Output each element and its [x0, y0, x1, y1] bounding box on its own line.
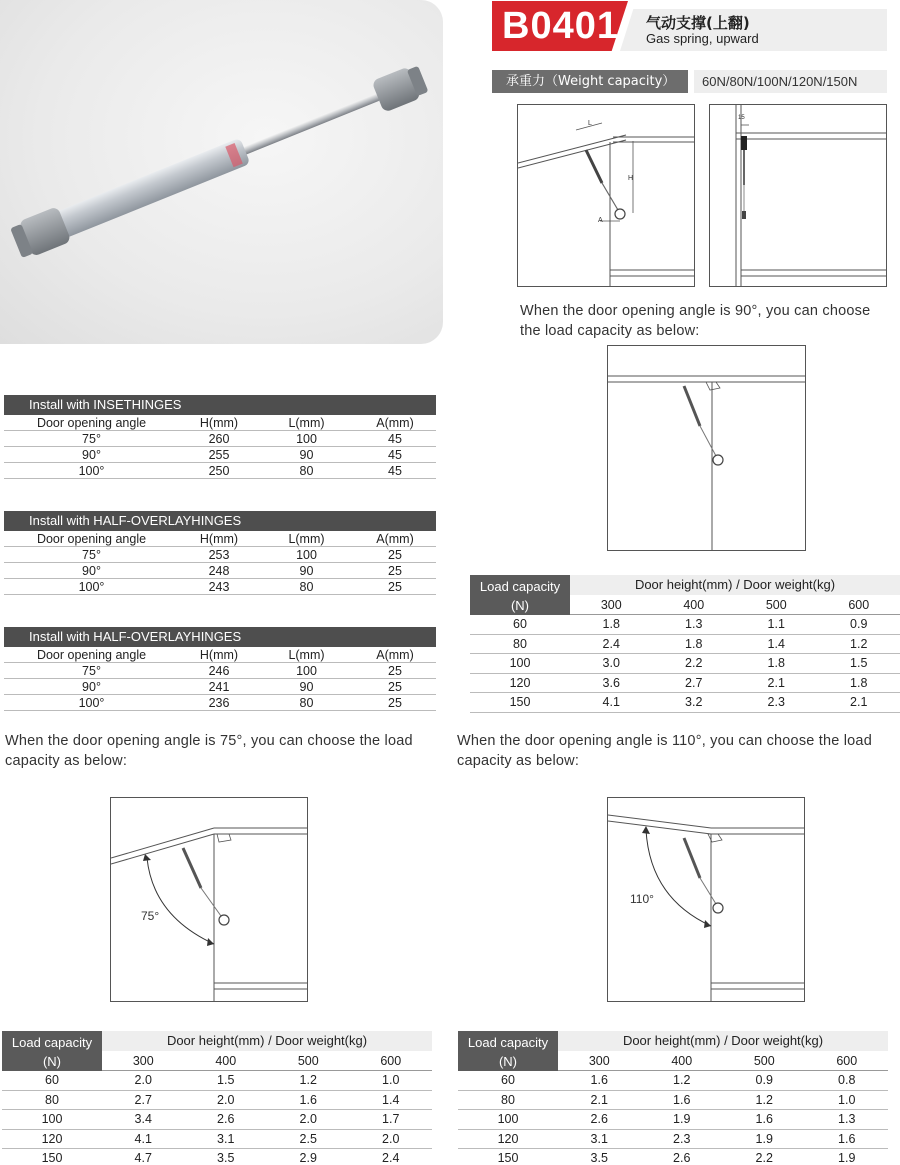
- table-cell: 100: [296, 664, 317, 678]
- weight-capacity-label: 承重力（Weight capacity）: [492, 70, 688, 93]
- weight-cell: 2.0: [134, 1073, 152, 1087]
- table-cell: 25: [388, 580, 402, 594]
- weight-cell: 4.7: [134, 1151, 152, 1165]
- weight-cell: 2.4: [602, 636, 620, 651]
- weight-cell: 1.2: [299, 1073, 317, 1087]
- caption-110: When the door opening angle is 110°, you can choose the load capacity as below:: [457, 733, 872, 769]
- load-table-75: [2, 1031, 432, 1165]
- weight-cell: 2.0: [299, 1112, 317, 1126]
- weight-cell: 2.2: [755, 1151, 773, 1165]
- door-height-weight-title: Door height(mm) / Door weight(kg): [570, 575, 900, 595]
- load-value: 60: [513, 617, 527, 631]
- table-row: [4, 563, 436, 579]
- table-row: [458, 1130, 888, 1150]
- drawing-dimensions: [517, 104, 695, 287]
- dim-a-label: A: [598, 217, 603, 224]
- table-cell: 90: [299, 680, 314, 694]
- weight-cell: 1.3: [685, 617, 703, 631]
- header-cell: A(mm): [376, 648, 414, 662]
- load-capacity-header: [470, 575, 570, 615]
- weight-cell: 3.1: [217, 1131, 235, 1146]
- weight-cell: 0.8: [838, 1073, 856, 1087]
- table-row: [2, 1110, 432, 1130]
- height-header: 600: [836, 1054, 858, 1068]
- weight-cell: 2.6: [673, 1151, 691, 1165]
- weight-cell: 2.3: [767, 695, 785, 709]
- height-header: 400: [671, 1054, 693, 1068]
- height-header: 300: [600, 598, 622, 612]
- header-cell: H(mm): [199, 532, 239, 546]
- weight-cell: 2.9: [299, 1151, 317, 1165]
- weight-cell: 1.4: [382, 1092, 400, 1107]
- table-cell: 45: [388, 448, 402, 462]
- table-row: [4, 679, 436, 695]
- table-row: [458, 1110, 888, 1130]
- table-cell: 25: [388, 548, 402, 562]
- table-row: [4, 463, 436, 479]
- drawing-75-degree: [110, 797, 308, 1002]
- table-cell: 100: [296, 432, 317, 446]
- height-header: 500: [765, 598, 787, 612]
- install-table-inset: [4, 395, 436, 479]
- load-capacity-unit: (N): [42, 1054, 62, 1069]
- weight-cell: 1.9: [838, 1151, 856, 1165]
- table-row: [2, 1149, 432, 1165]
- weight-cell: 1.2: [850, 636, 868, 651]
- table-cell: 25: [388, 696, 402, 710]
- install-table-title: Install with HALF-OVERLAYHINGES: [4, 627, 436, 647]
- load-value: 120: [497, 1131, 519, 1146]
- weight-cell: 3.5: [217, 1151, 235, 1165]
- table-cell: 255: [208, 448, 230, 462]
- table-row: [458, 1091, 888, 1111]
- table-cell: 100°: [78, 464, 105, 478]
- header-cell: Door opening angle: [36, 416, 147, 430]
- install-table-half-overlay-1: [4, 511, 436, 595]
- weight-cell: 1.0: [838, 1092, 856, 1107]
- weight-cell: 1.2: [755, 1092, 773, 1107]
- weight-cell: 2.4: [382, 1151, 400, 1165]
- weight-cell: 1.1: [767, 617, 785, 631]
- table-cell: 45: [388, 464, 402, 478]
- weight-cell: 2.1: [590, 1092, 608, 1107]
- table-row: [470, 654, 900, 674]
- weight-cell: 1.0: [382, 1073, 400, 1087]
- weight-cell: 2.5: [299, 1131, 317, 1146]
- load-capacity-header: [458, 1031, 558, 1071]
- weight-cell: 3.5: [590, 1151, 608, 1165]
- install-table-title: Install with INSETHINGES: [4, 395, 436, 415]
- dim-l-label: L: [588, 120, 592, 127]
- load-value: 100: [497, 1112, 519, 1126]
- weight-cell: 1.8: [767, 656, 785, 670]
- product-title-en: Gas spring, upward: [646, 31, 759, 46]
- table-cell: 90°: [82, 448, 101, 462]
- load-value: 80: [501, 1092, 515, 1107]
- weight-cell: 1.9: [673, 1112, 691, 1126]
- weight-cell: 1.6: [590, 1073, 608, 1087]
- drawing-side-view: [709, 104, 887, 287]
- weight-cell: 1.8: [685, 636, 703, 651]
- caption-90: When the door opening angle is 90°, you can choose the load capacity as below:: [520, 303, 871, 339]
- header-cell: L(mm): [288, 648, 325, 662]
- weight-cell: 2.6: [590, 1112, 608, 1126]
- table-row: [458, 1149, 888, 1165]
- table-cell: 25: [388, 564, 402, 578]
- load-capacity-label: Load capacity: [467, 1035, 549, 1050]
- install-table-header: [4, 531, 436, 547]
- load-value: 150: [509, 695, 531, 709]
- table-cell: 241: [208, 680, 230, 694]
- load-value: 100: [509, 656, 531, 670]
- table-cell: 90: [299, 448, 314, 462]
- weight-cell: 2.3: [673, 1131, 691, 1146]
- table-row: [470, 635, 900, 655]
- load-value: 120: [509, 675, 531, 690]
- weight-cell: 3.4: [134, 1112, 152, 1126]
- weight-cell: 1.6: [838, 1131, 856, 1146]
- weight-cell: 0.9: [755, 1073, 773, 1087]
- table-cell: 248: [208, 564, 230, 578]
- table-cell: 100°: [78, 696, 105, 710]
- weight-cell: 2.0: [217, 1092, 235, 1107]
- weight-cell: 2.0: [382, 1131, 400, 1146]
- header-cell: Door opening angle: [36, 648, 147, 662]
- weight-cell: 1.5: [850, 656, 868, 670]
- height-header: 600: [380, 1054, 402, 1068]
- height-header: 400: [215, 1054, 237, 1068]
- height-header: 300: [588, 1054, 610, 1068]
- weight-cell: 1.6: [299, 1092, 317, 1107]
- weight-cell: 3.6: [602, 675, 620, 690]
- header-cell: H(mm): [199, 648, 239, 662]
- table-cell: 100°: [78, 580, 105, 594]
- load-value: 150: [497, 1151, 519, 1165]
- table-cell: 80: [299, 580, 314, 594]
- table-cell: 25: [388, 680, 402, 694]
- product-title-cn: 气动支撑(上翻): [646, 14, 750, 32]
- caption-75: When the door opening angle is 75°, you can choose the load capacity as below:: [5, 733, 413, 769]
- table-cell: 90°: [82, 680, 101, 694]
- product-code: B0401: [502, 5, 619, 47]
- drawing-110-degree: [607, 797, 805, 1002]
- load-capacity-label: Load capacity: [11, 1035, 93, 1050]
- door-height-weight-title: Door height(mm) / Door weight(kg): [102, 1031, 432, 1051]
- table-cell: 250: [208, 464, 230, 478]
- table-row: [2, 1130, 432, 1150]
- weight-cell: 4.1: [602, 695, 620, 709]
- table-row: [470, 615, 900, 635]
- height-header: 500: [297, 1054, 319, 1068]
- install-table-title: Install with HALF-OVERLAYHINGES: [4, 511, 436, 531]
- table-cell: 246: [208, 664, 230, 678]
- weight-cell: 2.7: [134, 1092, 152, 1107]
- table-cell: 243: [208, 580, 230, 594]
- drawing-90-degree: [607, 345, 806, 551]
- weight-cell: 1.8: [850, 675, 868, 690]
- table-row: [4, 695, 436, 711]
- load-value: 60: [45, 1073, 59, 1087]
- weight-cell: 2.7: [685, 675, 703, 690]
- height-header: 600: [848, 598, 870, 612]
- table-cell: 90: [299, 564, 314, 578]
- header-cell: A(mm): [376, 532, 414, 546]
- table-row: [4, 547, 436, 563]
- table-row: [458, 1071, 888, 1091]
- weight-cell: 1.6: [755, 1112, 773, 1126]
- load-capacity-unit: (N): [498, 1054, 518, 1069]
- load-table-90: [470, 575, 900, 713]
- table-cell: 253: [208, 548, 230, 562]
- weight-cell: 2.2: [685, 656, 703, 670]
- weight-cell: 1.2: [673, 1073, 691, 1087]
- height-header: 300: [132, 1054, 154, 1068]
- table-cell: 80: [299, 696, 314, 710]
- load-capacity-header: [2, 1031, 102, 1071]
- weight-cell: 0.9: [850, 617, 868, 631]
- height-header: 500: [753, 1054, 775, 1068]
- weight-cell: 1.7: [382, 1112, 400, 1126]
- weight-cell: 1.5: [217, 1073, 235, 1087]
- header-cell: A(mm): [376, 416, 414, 430]
- dim-15-label: 15: [738, 115, 745, 121]
- table-cell: 90°: [82, 564, 101, 578]
- load-value: 80: [45, 1092, 59, 1107]
- load-capacity-unit: (N): [510, 598, 530, 613]
- install-table-half-overlay-2: [4, 627, 436, 711]
- header-cell: H(mm): [199, 416, 239, 430]
- header-cell: L(mm): [288, 532, 325, 546]
- table-row: [4, 663, 436, 679]
- angle-110-label: 110°: [630, 892, 654, 906]
- table-row: [2, 1071, 432, 1091]
- weight-cell: 2.1: [850, 695, 868, 709]
- weight-cell: 3.1: [590, 1131, 608, 1146]
- table-cell: 75°: [82, 548, 101, 562]
- height-header: 400: [683, 598, 705, 612]
- weight-cell: 3.2: [685, 695, 703, 709]
- load-capacity-label: Load capacity: [479, 579, 561, 594]
- weight-cell: 1.3: [838, 1112, 856, 1126]
- table-cell: 236: [208, 696, 230, 710]
- load-value: 120: [41, 1131, 63, 1146]
- table-cell: 45: [388, 432, 402, 446]
- table-cell: 100: [296, 548, 317, 562]
- weight-capacity-value: 60N/80N/100N/120N/150N: [694, 70, 887, 93]
- table-row: [2, 1091, 432, 1111]
- table-cell: 260: [208, 432, 230, 446]
- weight-cell: 2.6: [217, 1112, 235, 1126]
- table-row: [470, 674, 900, 694]
- load-value: 150: [41, 1151, 63, 1165]
- table-row: [4, 579, 436, 595]
- weight-cell: 1.6: [673, 1092, 691, 1107]
- weight-cell: 1.9: [755, 1131, 773, 1146]
- table-row: [4, 447, 436, 463]
- load-value: 100: [41, 1112, 63, 1126]
- load-table-110: [458, 1031, 888, 1165]
- install-table-header: [4, 415, 436, 431]
- table-cell: 75°: [82, 432, 101, 446]
- weight-cell: 4.1: [134, 1131, 152, 1146]
- weight-cell: 2.1: [767, 675, 785, 690]
- table-cell: 75°: [82, 664, 101, 678]
- angle-75-label: 75°: [141, 909, 160, 923]
- weight-cell: 3.0: [602, 656, 620, 670]
- load-value: 60: [501, 1073, 515, 1087]
- weight-cell: 1.8: [602, 617, 620, 631]
- product-photo: [0, 0, 443, 344]
- door-height-weight-title: Door height(mm) / Door weight(kg): [558, 1031, 888, 1051]
- table-row: [470, 693, 900, 713]
- table-cell: 80: [299, 464, 314, 478]
- table-cell: 25: [388, 664, 402, 678]
- install-table-header: [4, 647, 436, 663]
- dim-h-label: H: [628, 175, 634, 182]
- header-cell: Door opening angle: [36, 532, 147, 546]
- load-value: 80: [513, 636, 527, 651]
- gas-spring-illustration: [0, 0, 443, 344]
- table-row: [4, 431, 436, 447]
- header-cell: L(mm): [288, 416, 325, 430]
- weight-cell: 1.4: [767, 636, 785, 651]
